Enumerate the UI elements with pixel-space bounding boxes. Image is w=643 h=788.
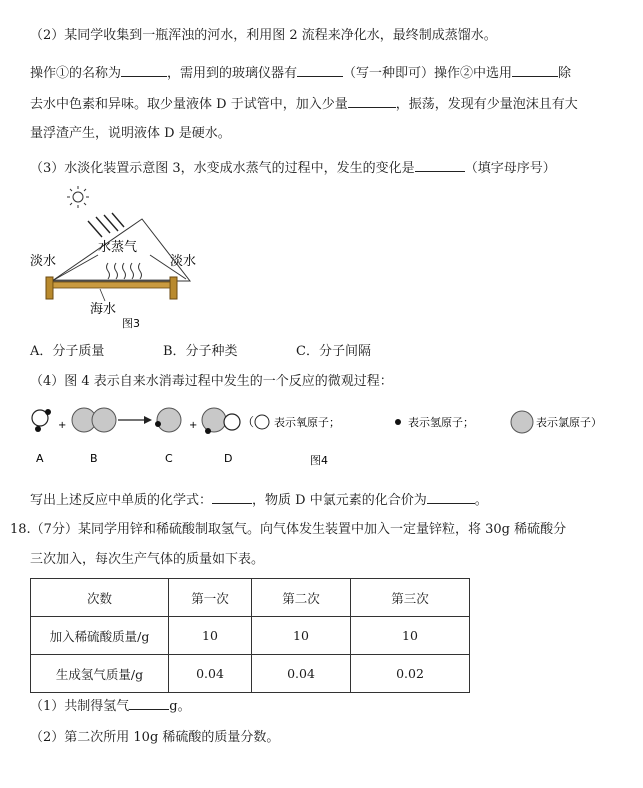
answer-blank-change[interactable] [415, 159, 465, 172]
q2-line1-text-c: （写一种即可）操作②中选用 [343, 66, 513, 81]
q2-line1-text-a: 操作①的名称为 [30, 66, 122, 81]
table-row [31, 655, 470, 693]
table-header-cell: 次数 [31, 579, 169, 617]
table-cell: 10 [351, 617, 470, 655]
legend-hydrogen-icon [395, 419, 401, 425]
q18-sub1-text-a: （1）共制得氢气 [30, 699, 130, 714]
q2-line1-text-d: 除 [558, 66, 572, 81]
q4-write-line [30, 491, 488, 509]
option-c[interactable]: C．分子间隔 [296, 344, 371, 359]
plus-sign-2: + [189, 420, 198, 431]
label-c: C [165, 452, 173, 465]
table-row [31, 617, 470, 655]
legend-chlorine-text: 表示氯原子） [536, 416, 602, 429]
table-cell: 0.04 [169, 655, 252, 693]
q4-write-text-b: ，物质 D 中氯元素的化合价为 [252, 493, 427, 508]
answer-blank-glassware[interactable] [297, 64, 343, 77]
reaction-arrow-head [144, 416, 152, 424]
answer-blank-operation2[interactable] [512, 64, 558, 77]
q4-write-text-c: 。 [474, 493, 488, 508]
molecule-d-hclo [202, 408, 240, 434]
q2-line1 [30, 64, 571, 82]
label-seawater: 海水 [90, 302, 117, 317]
legend-open-paren: （ [242, 415, 255, 429]
answer-blank-element-formula[interactable] [212, 491, 252, 504]
table-header-cell: 第二次 [252, 579, 351, 617]
label-fresh-water-right: 淡水 [170, 254, 197, 269]
sea-pointer [100, 289, 105, 301]
table-cell: 加入稀硫酸质量/g [31, 617, 169, 655]
label-d: D [224, 452, 233, 465]
condensation-arrow-left [52, 255, 98, 281]
figure-4-reaction [28, 402, 628, 482]
legend-oxygen-text: 表示氧原子； [274, 416, 340, 429]
sun-icon [67, 186, 89, 208]
q4-write-text-a: 写出上述反应中单质的化学式： [30, 493, 213, 508]
figure-3-desalination-device [30, 185, 220, 333]
basin-right-wall [170, 277, 177, 299]
option-b[interactable]: B．分子种类 [163, 344, 238, 359]
legend-oxygen-icon [255, 415, 269, 429]
q3-line [30, 159, 556, 177]
plus-sign-1: + [58, 420, 67, 431]
sunlight-arrows [88, 213, 124, 237]
table-header-cell: 第三次 [351, 579, 470, 617]
table-cell: 0.02 [351, 655, 470, 693]
table-header-row [31, 579, 470, 617]
q4-intro: （4）图 4 表示自来水消毒过程中发生的一个反应的微观过程： [30, 374, 393, 389]
data-table [30, 578, 470, 693]
vapor-lines [107, 263, 142, 279]
molecule-a-water [32, 409, 51, 432]
answer-blank-operation1[interactable] [121, 64, 167, 77]
q2-intro: （2）某同学收集到一瓶浑浊的河水，利用图 2 流程来净化水，最终制成蒸馏水。 [30, 28, 497, 43]
q2-line2-text-a: 去水中色素和异味。取少量液体 D 于试管中，加入少量 [30, 97, 348, 112]
figure-4-caption: 图4 [310, 454, 328, 467]
table-cell: 10 [252, 617, 351, 655]
label-vapor: 水蒸气 [98, 240, 138, 255]
q18-line1: 18.（7分）某同学用锌和稀硫酸制取氢气。向气体发生装置中加入一定量锌粒，将 30g 稀硫酸分 [10, 522, 567, 537]
table-cell: 10 [169, 617, 252, 655]
label-b: B [90, 452, 98, 465]
label-fresh-water-left: 淡水 [30, 254, 57, 269]
q2-line2-text-b: ，振荡，发现有少量泡沫且有大 [395, 97, 578, 112]
table-header-cell: 第一次 [169, 579, 252, 617]
legend-chlorine-icon [511, 411, 533, 433]
q18-sub1 [30, 697, 191, 715]
figure-3-caption: 图3 [122, 317, 140, 330]
basin-bottom [53, 282, 170, 288]
answer-blank-reagent[interactable] [348, 95, 396, 108]
table-cell: 生成氢气质量/g [31, 655, 169, 693]
q3-text-a: （3）水淡化装置示意图 3，水变成水蒸气的过程中，发生的变化是 [30, 161, 415, 176]
q18-sub1-text-b: g。 [169, 699, 191, 714]
label-a: A [36, 452, 44, 465]
answer-blank-valence[interactable] [427, 491, 475, 504]
q2-line2 [30, 95, 578, 113]
q2-line3: 量浮渣产生，说明液体 D 是硬水。 [30, 126, 231, 141]
legend-hydrogen-text: 表示氢原子； [408, 416, 474, 429]
molecule-b-chlorine [72, 408, 116, 432]
q18-line2: 三次加入，每次生产气体的质量如下表。 [30, 552, 265, 567]
answer-blank-hydrogen-mass[interactable] [129, 697, 169, 710]
table-cell: 0.04 [252, 655, 351, 693]
q2-line1-text-b: ，需用到的玻璃仪器有 [167, 66, 298, 81]
molecule-c-hcl [155, 408, 181, 432]
q3-text-b: （填字母序号） [464, 161, 556, 176]
option-a[interactable]: A．分子质量 [30, 344, 105, 359]
q18-sub2: （2）第二次所用 10g 稀硫酸的质量分数。 [30, 730, 280, 745]
basin-left-wall [46, 277, 53, 299]
